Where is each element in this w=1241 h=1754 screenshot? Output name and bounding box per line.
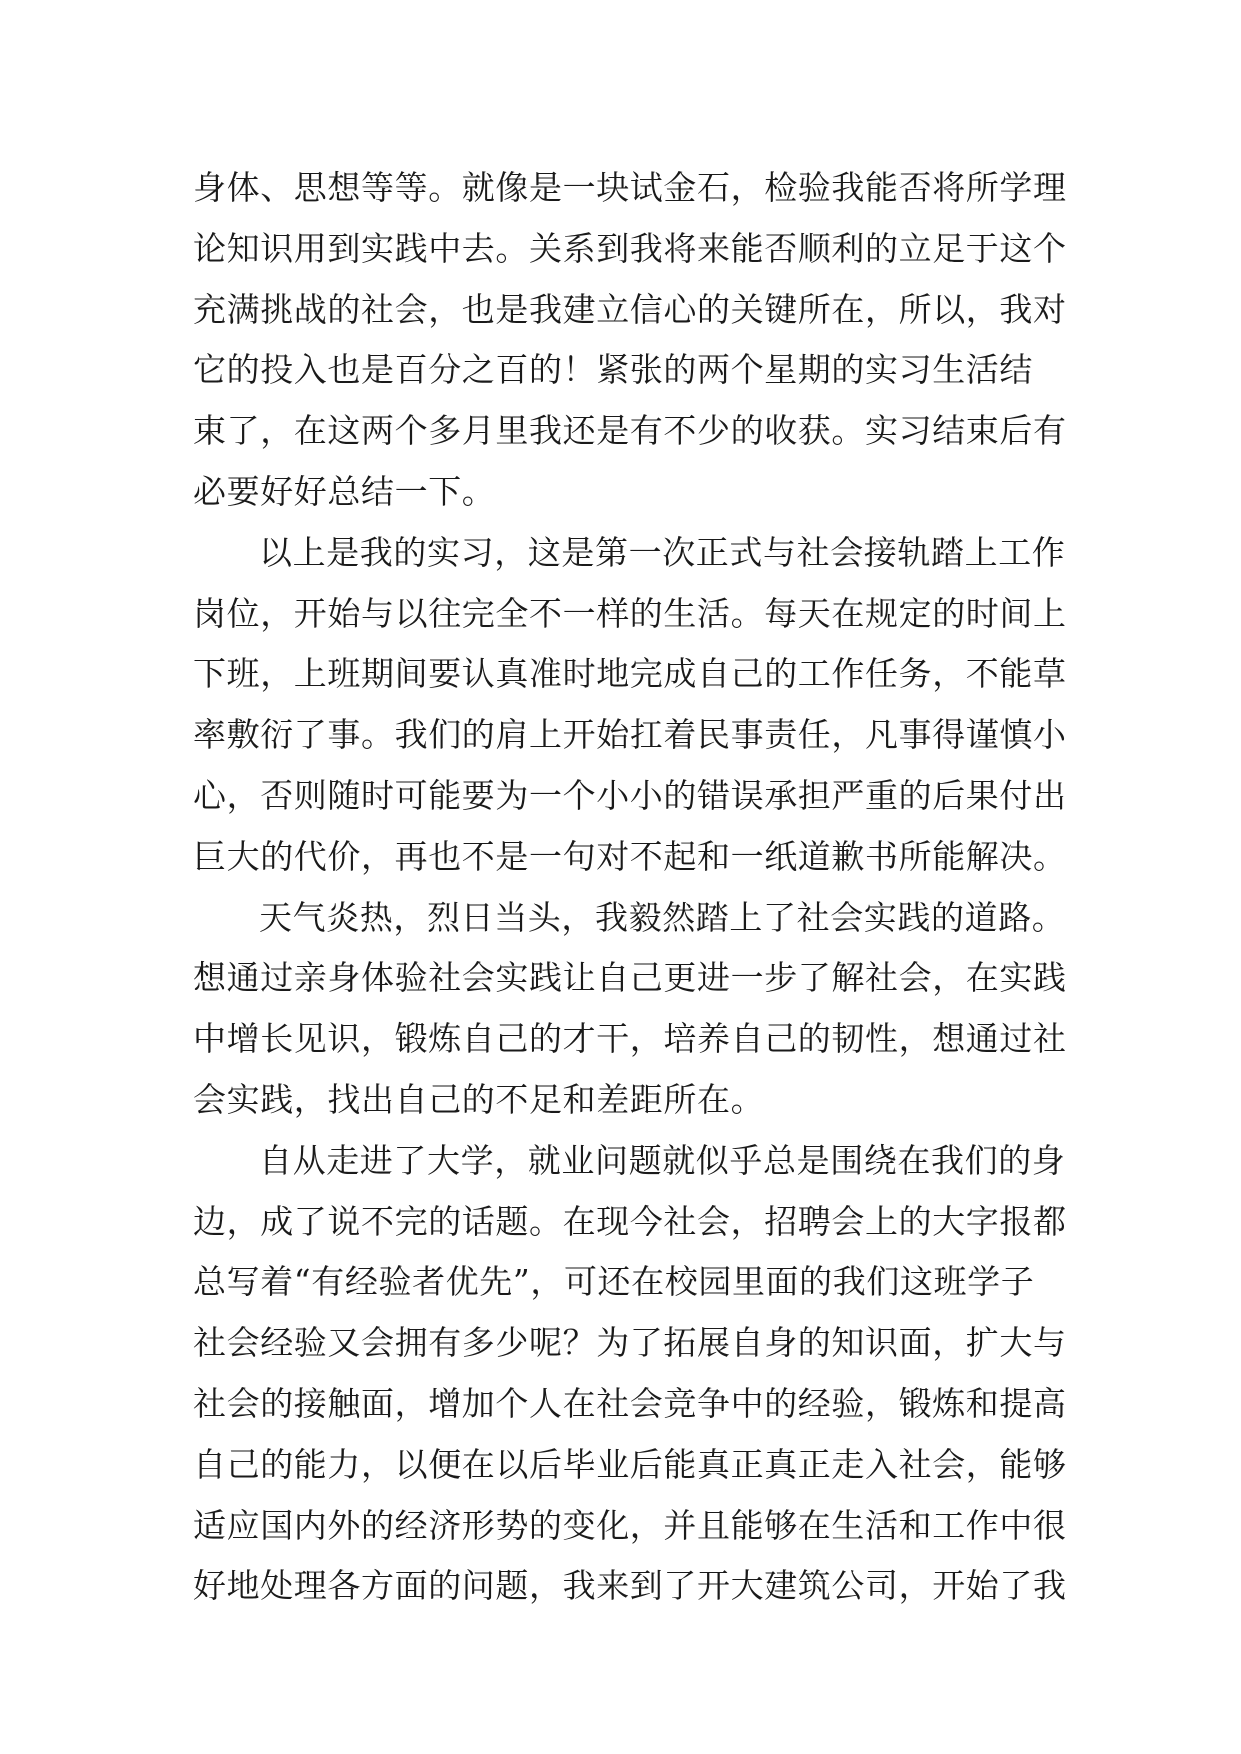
text-line: 想通过亲身体验社会实践让自己更进一步了解社会，在实践 <box>193 958 1067 998</box>
text-line: 充满挑战的社会，也是我建立信心的关键所在，所以，我对 <box>193 289 1067 329</box>
text-line: 巨大的代价，再也不是一句对不起和一纸道歉书所能解决。 <box>193 836 1067 876</box>
text-line: 率敷衍了事。我们的肩上开始扛着民事责任，凡事得谨慎小 <box>193 715 1067 755</box>
text-line: 好地处理各方面的问题，我来到了开大建筑公司，开始了我 <box>193 1566 1067 1606</box>
text-line: 岗位，开始与以往完全不一样的生活。每天在规定的时间上 <box>193 593 1067 633</box>
text-line: 心，否则随时可能要为一个小小的错误承担严重的后果付出 <box>193 775 1067 815</box>
text-line: 社会经验又会拥有多少呢？为了拓展自身的知识面，扩大与 <box>193 1323 1067 1363</box>
text-line: 自己的能力，以便在以后毕业后能真正真正走入社会，能够 <box>193 1444 1067 1484</box>
paragraph-first-line: 天气炎热，烈日当头，我毅然踏上了社会实践的道路。 <box>259 897 1066 937</box>
paragraph-first-line: 自从走进了大学，就业问题就似乎总是围绕在我们的身 <box>259 1140 1066 1180</box>
text-line: 适应国内外的经济形势的变化，并且能够在生活和工作中很 <box>193 1505 1067 1545</box>
text-line: 必要好好总结一下。 <box>193 471 496 511</box>
text-line: 中增长见识，锻炼自己的才干，培养自己的韧性，想通过社 <box>193 1019 1067 1059</box>
text-line: 身体、思想等等。就像是一块试金石，检验我能否将所学理 <box>193 168 1067 207</box>
text-line: 论知识用到实践中去。关系到我将来能否顺利的立足于这个 <box>193 228 1067 268</box>
paragraph-first-line: 以上是我的实习，这是第一次正式与社会接轨踏上工作 <box>259 532 1066 572</box>
text-line: 它的投入也是百分之百的！紧张的两个星期的实习生活结 <box>193 350 1033 390</box>
text-line: 社会的接触面，增加个人在社会竞争中的经验，锻炼和提高 <box>193 1383 1067 1423</box>
text-line: 下班，上班期间要认真准时地完成自己的工作任务，不能草 <box>193 654 1067 694</box>
text-line: 边，成了说不完的话题。在现今社会，招聘会上的大字报都 <box>193 1201 1067 1241</box>
text-line: 会实践，找出自己的不足和差距所在。 <box>193 1079 765 1119</box>
document-body <box>193 158 1067 1617</box>
text-line: 总写着“有经验者优先”，可还在校园里面的我们这班学子 <box>193 1262 1035 1302</box>
text-line: 束了，在这两个多月里我还是有不少的收获。实习结束后有 <box>193 411 1067 451</box>
